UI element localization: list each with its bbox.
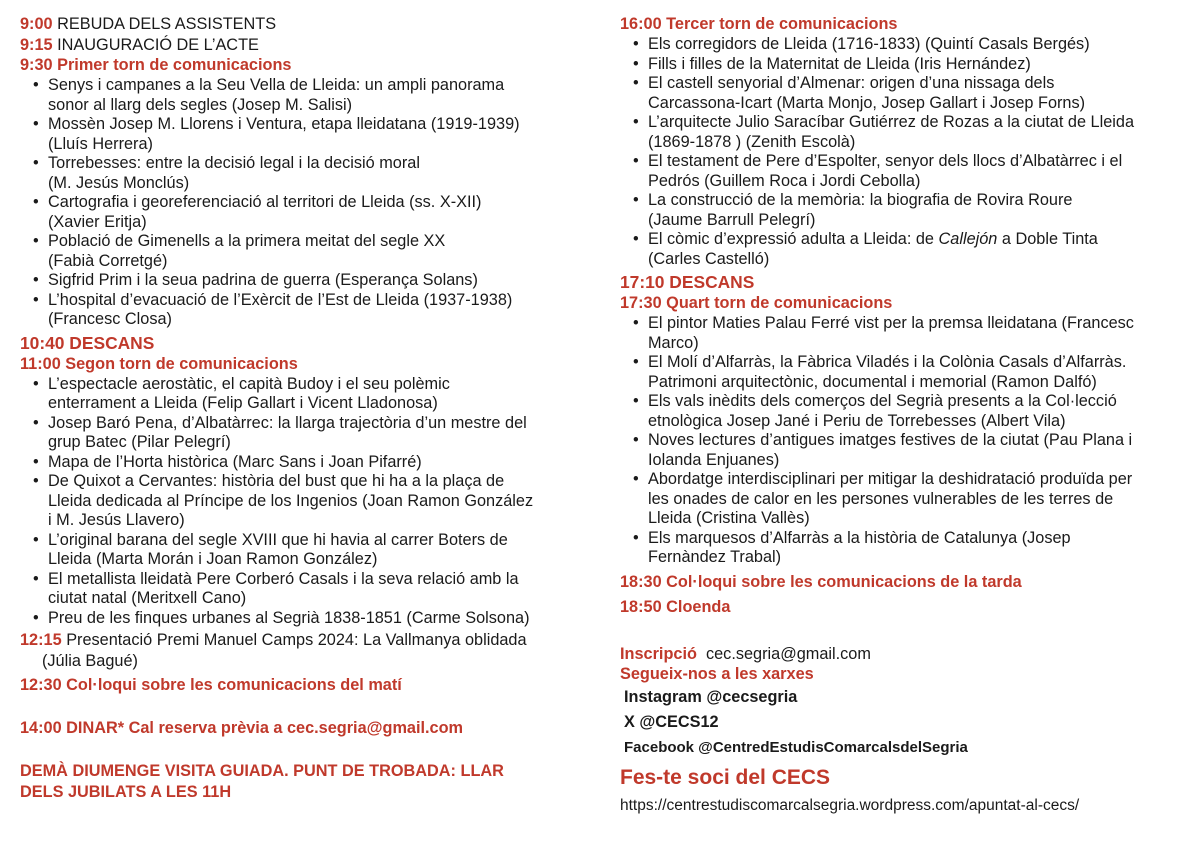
schedule-entry: 9:00 REBUDA DELS ASSISTENTS xyxy=(20,15,277,33)
list-item xyxy=(48,453,580,473)
list-item xyxy=(48,115,580,154)
list-item xyxy=(48,531,580,570)
list-item-text: Els vals inèdits dels comerços del Segrià presents a la Col·lecció xyxy=(648,392,1117,410)
list-item-text: (M. Jesús Monclús) xyxy=(48,173,190,192)
list-item-text: Noves lectures d’antigues imatges festives de la ciutat (Pau Plana i xyxy=(648,431,1133,449)
list-item-text: El pintor Maties Palau Ferré vist per la premsa lleidatana (Francesc xyxy=(648,314,1134,332)
email-link[interactable]: cec.segria@gmail.com xyxy=(705,644,871,663)
list-item-text: (1869-1878 ) (Zenith Escolà) xyxy=(648,132,856,151)
lunch-heading: 14:00 DINAR* Cal reserva prèvia a cec.segria@gmail.com xyxy=(20,719,464,737)
list-item-text: les onades de calor en les persones vulnerables de les terres de xyxy=(648,489,1114,508)
list-item xyxy=(48,472,580,531)
list-item-text: Preu de les finques urbanes al Segrià 1838-1851 (Carme Solsona) xyxy=(48,608,530,627)
list-item-text: Sigfrid Prim i la seua padrina de guerra (Esperança Solans) xyxy=(48,271,478,289)
list-item xyxy=(48,570,580,609)
morning-column xyxy=(20,14,580,803)
list-item-text: ciutat natal (Meritxell Cano) xyxy=(48,589,247,607)
list-item-text: a Doble Tinta xyxy=(997,230,1098,248)
list-item xyxy=(48,609,580,629)
list-item-text: Lleida (Cristina Vallès) xyxy=(648,509,810,527)
session-title: 17:30 Quart torn de comunicacions xyxy=(620,294,893,312)
list-item-text: El metallista lleidatà Pere Corberó Casals i la seva relació amb la xyxy=(48,569,519,588)
session-list xyxy=(20,76,580,330)
list-item xyxy=(648,74,1180,113)
list-item-text: Iolanda Enjuanes) xyxy=(648,450,780,469)
list-item-text: Lleida (Marta Morán i Joan Ramon González) xyxy=(48,550,378,568)
list-item xyxy=(648,431,1180,470)
afternoon-column xyxy=(620,14,1180,820)
list-item xyxy=(48,154,580,193)
list-item xyxy=(648,353,1180,392)
list-item-text: i M. Jesús Llavero) xyxy=(48,511,185,529)
visit-line: DEMÀ DIUMENGE VISITA GUIADA. PUNT DE TROBADA: LLAR xyxy=(20,762,504,780)
membership-heading: Fes-te soci del CECS xyxy=(620,766,831,789)
list-item-text: Lleida dedicada al Príncipe de los Ingenios (Joan Ramon González xyxy=(48,491,534,510)
membership-url[interactable]: https://centrestudiscomarcalsegria.wordpress.com/apuntat-al-cecs/ xyxy=(620,797,1080,814)
list-item-text: Patrimoni arquitectònic, documental i memorial (Ramon Dalfó) xyxy=(648,372,1097,391)
list-item-text: Fills i filles de la Maternitat de Lleida (Iris Hernández) xyxy=(648,54,1031,73)
list-item xyxy=(648,35,1180,55)
list-item xyxy=(48,193,580,232)
list-item xyxy=(648,529,1180,568)
list-item xyxy=(648,230,1180,269)
spacer xyxy=(20,696,580,718)
list-item-text: (Carles Castelló) xyxy=(648,249,770,268)
list-item-text: Senys i campanes a la Seu Vella de Lleida: un ampli panorama xyxy=(48,76,505,94)
list-item xyxy=(48,232,580,271)
spacer xyxy=(620,618,1180,644)
list-item-text: Població de Gimenells a la primera meitat del segle XX xyxy=(48,232,446,250)
list-item-text: Marco) xyxy=(648,333,699,352)
list-item-text: L’hospital d’evacuació de l’Exèrcit de l’Est de Lleida (1937-1938) xyxy=(48,290,513,309)
session-list xyxy=(20,375,580,629)
award-entry: 12:15 Presentació Premi Manuel Camps 2024: La Vallmanya oblidada xyxy=(20,631,527,649)
list-item-text: Mossèn Josep M. Llorens i Ventura, etapa lleidatana (1919-1939) xyxy=(48,115,520,133)
colloquium-afternoon: 18:30 Col·loqui sobre les comunicacions de la tarda xyxy=(620,572,1022,591)
list-item xyxy=(648,470,1180,529)
list-item xyxy=(48,375,580,414)
list-item-text: (Fabià Corretgé) xyxy=(48,251,168,270)
break-heading: 17:10 DESCANS xyxy=(620,272,755,292)
list-item-text: Fernàndez Trabal) xyxy=(648,548,782,566)
list-item-text: El testament de Pere d’Espolter, senyor dels llocs d’Albatàrrec i el xyxy=(648,152,1123,170)
list-item-text: De Quixot a Cervantes: història del bust que hi ha a la plaça de xyxy=(48,472,505,490)
session-title: 16:00 Tercer torn de comunicacions xyxy=(620,15,898,33)
break-heading: 10:40 DESCANS xyxy=(20,332,155,353)
session-title: 9:30 Primer torn de comunicacions xyxy=(20,56,292,74)
list-item xyxy=(48,271,580,291)
visit-line: DELS JUBILATS A LES 11H xyxy=(20,783,232,801)
list-item xyxy=(48,76,580,115)
list-item-text: etnològica Josep Jané i Periu de Torrebesses (Albert Vila) xyxy=(648,411,1066,430)
facebook-handle[interactable]: Facebook @CentredEstudisComarcalsdelSegria xyxy=(624,739,968,756)
list-item-text: (Francesc Closa) xyxy=(48,310,172,328)
list-item xyxy=(648,191,1180,230)
list-item xyxy=(648,152,1180,191)
instagram-handle[interactable]: Instagram @cecsegria xyxy=(624,688,798,706)
list-item-text: Els marquesos d’Alfarràs a la història de Catalunya (Josep xyxy=(648,528,1071,547)
list-item-text: Els corregidors de Lleida (1716-1833) (Quintí Casals Bergés) xyxy=(648,35,1090,53)
x-handle[interactable]: X @CECS12 xyxy=(624,713,719,731)
session-list xyxy=(620,314,1180,568)
inscription-line: Inscripció cec.segria@gmail.com xyxy=(620,644,871,663)
list-item-text: enterrament a Lleida (Felip Gallart i Vicent Lladonosa) xyxy=(48,394,438,412)
list-item-text: Pedrós (Guillem Roca i Jordi Cebolla) xyxy=(648,171,921,190)
list-item-text: El còmic d’expressió adulta a Lleida: de xyxy=(648,230,939,248)
list-item-text: (Xavier Eritja) xyxy=(48,212,147,231)
list-item xyxy=(48,414,580,453)
award-author: (Júlia Bagué) xyxy=(42,651,138,670)
list-item xyxy=(648,314,1180,353)
spacer xyxy=(20,739,580,761)
list-item-text: L’espectacle aerostàtic, el capità Budoy i el seu polèmic xyxy=(48,374,450,393)
schedule-entry: 9:15 INAUGURACIÓ DE L’ACTE xyxy=(20,35,259,54)
list-item-text: El Molí d’Alfarràs, la Fàbrica Viladés i la Colònia Casals d’Alfarràs. xyxy=(648,353,1127,371)
list-item-text: (Jaume Barrull Pelegrí) xyxy=(648,210,816,229)
list-item-text: L’original barana del segle XVIII que hi havia al carrer Boters de xyxy=(48,530,508,549)
list-item xyxy=(648,113,1180,152)
list-item-text: La construcció de la memòria: la biografia de Rovira Roure xyxy=(648,191,1073,209)
list-item-text: Mapa de l’Horta històrica (Marc Sans i Joan Pifarré) xyxy=(48,452,422,471)
list-item-text: grup Batec (Pilar Pelegrí) xyxy=(48,433,231,451)
list-item-text: (Lluís Herrera) xyxy=(48,134,153,153)
list-item-text: Carcassona-Icart (Marta Monjo, Josep Gallart i Josep Forns) xyxy=(648,93,1086,112)
colloquium-morning: 12:30 Col·loqui sobre les comunicacions del matí xyxy=(20,676,402,694)
follow-heading: Segueix-nos a les xarxes xyxy=(620,665,814,683)
list-item xyxy=(648,55,1180,75)
list-item-text: El castell senyorial d’Almenar: origen d’una nissaga dels xyxy=(648,74,1055,92)
list-item xyxy=(48,291,580,330)
list-item-text: Callejón xyxy=(938,230,998,248)
list-item-text: Cartografia i georeferenciació al territori de Lleida (ss. X-XII) xyxy=(48,193,482,211)
list-item-text: sonor al llarg dels segles (Josep M. Salisi) xyxy=(48,95,353,114)
session-title: 11:00 Segon torn de comunicacions xyxy=(20,354,298,373)
list-item-text: Josep Baró Pena, d’Albatàrrec: la llarga trajectòria d’un mestre del xyxy=(48,413,527,432)
closing-heading: 18:50 Cloenda xyxy=(620,597,731,616)
session-list xyxy=(620,35,1180,269)
list-item-text: L’arquitecte Julio Saracíbar Gutiérrez de Rozas a la ciutat de Lleida xyxy=(648,113,1134,131)
list-item-text: Abordatge interdisciplinari per mitigar la deshidratació produïda per xyxy=(648,470,1133,488)
list-item-text: Torrebesses: entre la decisió legal i la decisió moral xyxy=(48,154,420,172)
list-item xyxy=(648,392,1180,431)
